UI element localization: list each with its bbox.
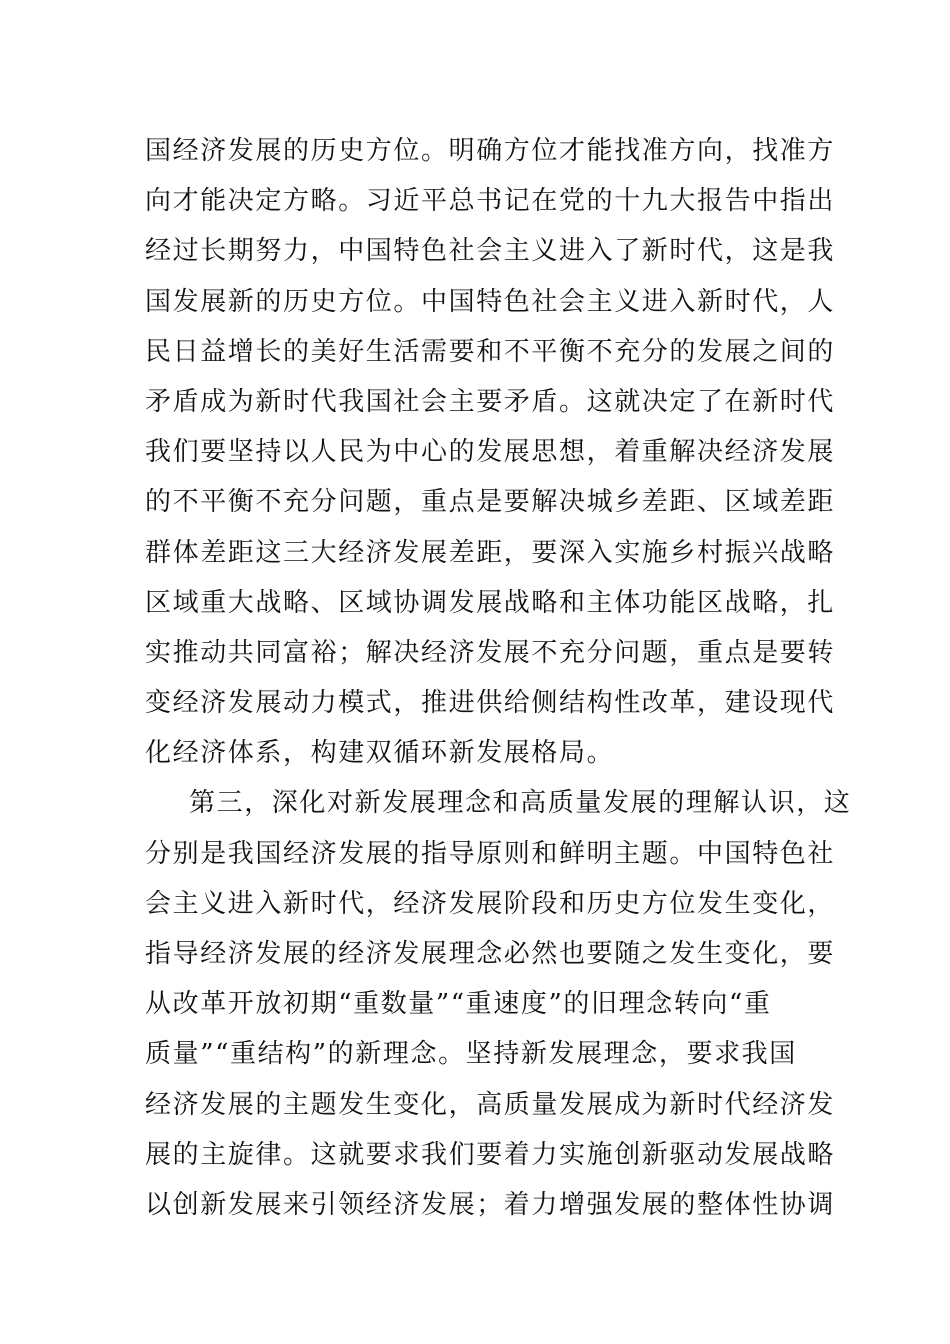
text-line: 矛盾成为新时代我国社会主要矛盾。这就决定了在新时代 bbox=[145, 386, 836, 417]
text-line: 质量”“重结构”的新理念。坚持新发展理念，要求我国 bbox=[145, 1039, 797, 1070]
paragraph-start-line: 第三，深化对新发展理念和高质量发展的理解认识，这 bbox=[189, 788, 852, 819]
text-line: 化经济体系，构建双循环新发展格局。 bbox=[145, 738, 615, 769]
text-line: 指导经济发展的经济发展理念必然也要随之发生变化，要 bbox=[145, 939, 836, 969]
text-line: 以创新发展来引领经济发展；着力增强发展的整体性协调 bbox=[145, 1189, 836, 1220]
text-line: 群体差距这三大经济发展差距，要深入实施乡村振兴战略 bbox=[145, 537, 836, 568]
text-line: 变经济发展动力模式，推进供给侧结构性改革，建设现代 bbox=[145, 688, 836, 719]
text-line: 的不平衡不充分问题，重点是要解决城乡差距、区域差距 bbox=[145, 487, 836, 518]
text-line: 实推动共同富裕；解决经济发展不充分问题，重点是要转 bbox=[145, 637, 836, 668]
text-line: 经过长期努力，中国特色社会主义进入了新时代，这是我 bbox=[145, 236, 836, 267]
text-line: 国经济发展的历史方位。明确方位才能找准方向，找准方 bbox=[145, 136, 836, 166]
text-line: 国发展新的历史方位。中国特色社会主义进入新时代，人 bbox=[145, 286, 836, 317]
text-line: 区域重大战略、区域协调发展战略和主体功能区战略，扎 bbox=[145, 587, 836, 618]
text-line: 向才能决定方略。习近平总书记在党的十九大报告中指出 bbox=[145, 186, 836, 217]
text-line: 民日益增长的美好生活需要和不平衡不充分的发展之间的 bbox=[145, 336, 836, 367]
text-line: 我们要坚持以人民为中心的发展思想，着重解决经济发展 bbox=[145, 437, 836, 468]
text-line: 经济发展的主题发生变化，高质量发展成为新时代经济发 bbox=[145, 1089, 836, 1120]
body-text bbox=[145, 126, 852, 1230]
text-line: 展的主旋律。这就要求我们要着力实施创新驱动发展战略 bbox=[145, 1139, 836, 1170]
text-line: 分别是我国经济发展的指导原则和鲜明主题。中国特色社 bbox=[145, 838, 836, 869]
text-line: 从改革开放初期“重数量”“重速度”的旧理念转向“重 bbox=[145, 989, 772, 1020]
text-line: 会主义进入新时代，经济发展阶段和历史方位发生变化， bbox=[145, 888, 836, 919]
